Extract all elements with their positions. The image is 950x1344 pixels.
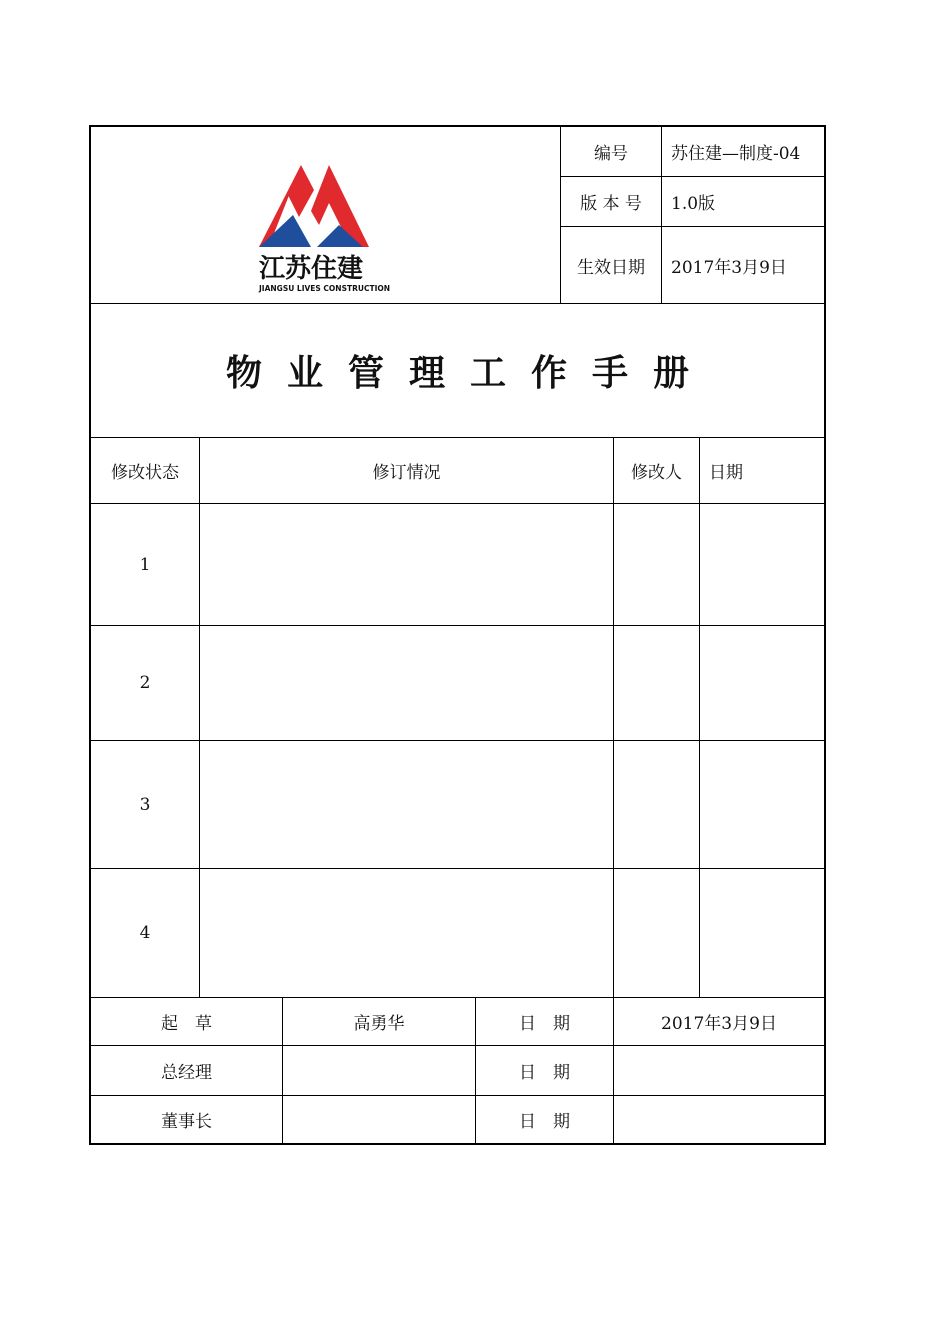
field-label-effective-date: 生效日期 (577, 257, 645, 278)
approval-date-chairman (614, 1096, 824, 1143)
approval-role-gm: 总经理 (161, 1063, 212, 1083)
field-value-effective-date: 2017年3月9日 (671, 257, 787, 278)
revision-row-status: 3 (139, 794, 151, 815)
revision-header-date: 日期 (709, 463, 743, 483)
logo-brand-cn: 江苏住建 (259, 254, 364, 284)
company-logo (259, 145, 399, 293)
logo-brand-en: JIANGSU LIVES CONSTRUCTION (259, 284, 391, 293)
revision-row-status: 1 (139, 554, 151, 575)
approval-date-label: 日 期 (519, 1112, 570, 1132)
approval-name-chairman (283, 1096, 475, 1143)
document-title: 物业管理工作手册 (225, 351, 714, 394)
revision-row-status: 4 (139, 923, 151, 943)
approval-role-drafter: 起 草 (161, 1014, 212, 1034)
field-label-number: 编号 (594, 144, 628, 164)
revision-header-editor: 修改人 (631, 463, 682, 483)
revision-header-status: 修改状态 (111, 463, 179, 483)
field-value-version: 1.0版 (671, 194, 716, 214)
revision-header-detail: 修订情况 (372, 463, 441, 483)
approval-date-drafter: 2017年3月9日 (661, 1014, 777, 1034)
approval-name-gm (283, 1046, 475, 1095)
approval-role-chairman: 董事长 (161, 1112, 212, 1132)
approval-date-gm (614, 1046, 824, 1095)
revision-row-status: 2 (139, 673, 151, 693)
logo-mark-icon (259, 145, 399, 293)
approval-date-label: 日 期 (519, 1063, 570, 1083)
approval-name-drafter: 高勇华 (353, 1014, 405, 1034)
approval-date-label: 日 期 (519, 1014, 570, 1034)
field-label-version: 版 本 号 (580, 194, 642, 214)
field-value-number: 苏住建—制度-04 (671, 144, 801, 164)
document-form (89, 125, 826, 1145)
